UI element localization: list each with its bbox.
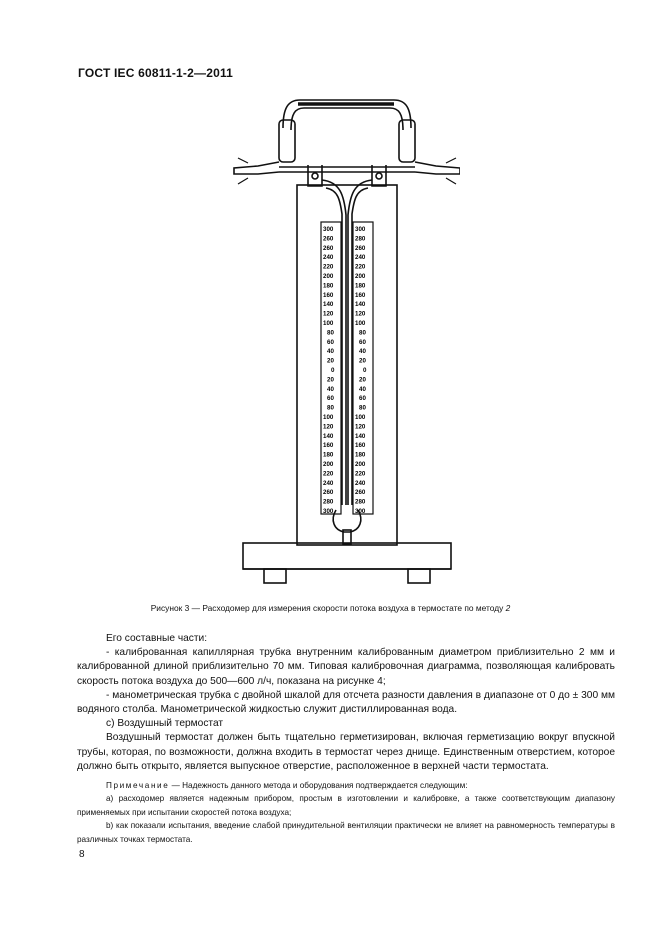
scale-left-label: 20 (327, 357, 334, 365)
scale-left-label: 220 (323, 470, 334, 478)
note-intro-text: — Надежность данного метода и оборудования подтверждается следующим: (169, 781, 468, 790)
scale-right-label: 20 (359, 376, 366, 384)
standard-header: ГОСТ IEC 60811-1-2—2011 (78, 66, 234, 80)
scale-left-label: 260 (323, 244, 334, 252)
scale-right-label: 180 (355, 451, 366, 459)
scale-left-label: 260 (323, 235, 334, 243)
scale-left-label: 280 (323, 498, 334, 506)
paragraph: Воздушный термостат должен быть тщательно герметизирован, включая герметизацию вокруг впускной трубы, которая, по возможности, должна входить в термостат через днище. Единственным отверстием, которое должно быть открыто, является выпускное отверстие, расположенное в верхней части термостата. (77, 732, 615, 772)
scale-right-label: 220 (355, 263, 366, 271)
scale-left-label: 200 (323, 461, 334, 468)
paragraph: - калиброванная капиллярная трубка внутренним калиброванным диаметром приблизительно 2 мм и калиброванной длиной приблизительно 70 мм. Типовая калибровочная диаграмма, позволяющая калибровать скорость потока воздуха до 500—600 л/ч, показана на рисунке 4; (77, 647, 615, 687)
paragraph: - манометрическая трубка с двойной шкалой для отсчета разности давления в диапазоне от 0 до ± 300 мм водяного столба. Манометрической жидкостью служит дистиллированная вода. (77, 689, 615, 716)
note-item-a: а) расходомер является надежным прибором, простым в изготовлении и калибровке, а также соответствующим диапазону применяемых при испытании скоростей потока воздуха; (77, 794, 615, 817)
body-text (77, 632, 615, 774)
scale-right-label: 40 (359, 348, 366, 356)
scale-right-label: 260 (355, 244, 366, 252)
scale-left-label: 140 (323, 432, 334, 440)
scale-right-label: 120 (355, 310, 366, 318)
scale-right-label: 120 (355, 423, 366, 431)
scale-right-label: 40 (359, 385, 366, 393)
scale-left-label: 240 (323, 254, 334, 262)
paragraph: Его составные части: (106, 633, 208, 644)
scale-left-label: 60 (327, 338, 334, 346)
scale-right-label: 280 (355, 235, 366, 243)
note-intro (77, 779, 615, 792)
scale-right-label: 300 (355, 226, 366, 233)
scale-left-label: 120 (323, 310, 334, 318)
scale-left-label: 220 (323, 263, 334, 271)
scale-right-label: 80 (359, 404, 366, 412)
scale-right-label: 180 (355, 282, 366, 290)
scale-right-label: 300 (355, 508, 366, 515)
figure-caption (0, 603, 661, 613)
scale-right-label: 200 (355, 273, 366, 280)
scale-left-label: 180 (323, 451, 334, 459)
scale-left-label: 20 (327, 376, 334, 384)
scale-right-label: 200 (355, 461, 366, 468)
note-label: Примечание (106, 781, 170, 790)
scale-left-label: 0 (331, 367, 335, 374)
scale-right-label: 240 (355, 479, 366, 487)
page-number: 8 (79, 849, 85, 860)
scale-left-label: 160 (323, 442, 334, 450)
scale-right-label: 260 (355, 489, 366, 497)
scale-left-label: 100 (323, 320, 334, 327)
scale-right-label: 60 (359, 395, 366, 403)
scale-right-label: 100 (355, 320, 366, 327)
scale-right-label: 160 (355, 291, 366, 299)
scale-left-label: 40 (327, 385, 334, 393)
right-scale (355, 226, 367, 515)
scale-left-label: 300 (323, 508, 334, 515)
left-scale (323, 226, 335, 515)
scale-left-label: 40 (327, 348, 334, 356)
scale-left-label: 300 (323, 226, 334, 233)
caption-text: Рисунок 3 — Расходомер для измерения скорости потока воздуха в термостате по методу (150, 603, 506, 613)
scale-right-label: 0 (363, 367, 367, 374)
scale-right-label: 240 (355, 254, 366, 262)
scale-left-label: 260 (323, 489, 334, 497)
scale-left-label: 240 (323, 479, 334, 487)
scale-left-label: 100 (323, 414, 334, 421)
caption-method: 2 (505, 603, 511, 613)
scale-left-label: 80 (327, 329, 334, 337)
flowmeter-figure (230, 92, 460, 592)
scale-right-label: 280 (355, 498, 366, 506)
scale-right-label: 100 (355, 414, 366, 421)
note-block (77, 779, 615, 846)
scale-right-label: 60 (359, 338, 366, 346)
scale-left-label: 120 (323, 423, 334, 431)
scale-left-label: 160 (323, 291, 334, 299)
note-item-b: b) как показали испытания, введение слабой принудительной вентиляции практически не влияет на равномерность температуры в различных точках термостата. (77, 821, 615, 844)
scale-right-label: 160 (355, 442, 366, 450)
scale-left-label: 140 (323, 301, 334, 309)
scale-right-label: 20 (359, 357, 366, 365)
section-heading: c) Воздушный термостат (106, 718, 224, 730)
scale-right-label: 140 (355, 301, 366, 309)
scale-left-label: 80 (327, 404, 334, 412)
scale-right-label: 80 (359, 329, 366, 337)
scale-right-label: 140 (355, 432, 366, 440)
scale-left-label: 180 (323, 282, 334, 290)
scale-right-label: 220 (355, 470, 366, 478)
scale-left-label: 200 (323, 273, 334, 280)
scale-left-label: 60 (327, 395, 334, 403)
